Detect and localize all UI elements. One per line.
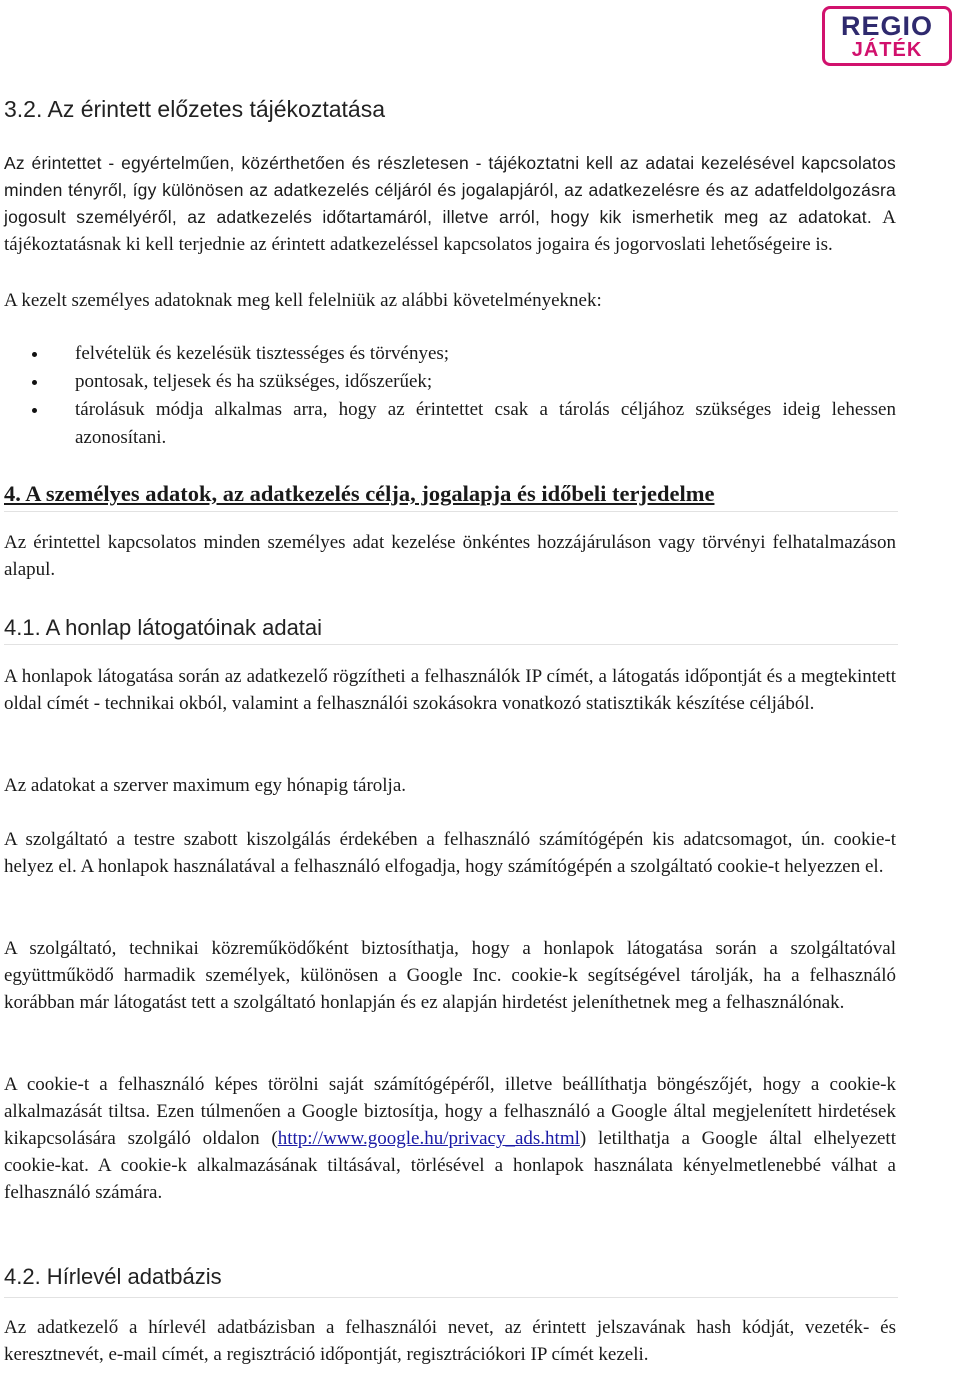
- list-item: felvételük és kezelésük tisztességes és törvényes;: [30, 340, 896, 368]
- google-privacy-ads-link[interactable]: http://www.google.hu/privacy_ads.html: [277, 1128, 580, 1149]
- section-3-2-title: 3.2. Az érintett előzetes tájékoztatása: [4, 96, 386, 122]
- list-item: pontosak, teljesek és ha szükséges, időszerűek;: [30, 368, 896, 396]
- logo-line1: REGIO: [840, 11, 933, 41]
- bullet-icon: [32, 380, 37, 385]
- section-3-2-paragraph-1-a: Az érintettet - egyértelműen, közérthetően és részletesen - tájékoztatni kell az adatai kezelésével kapcsolatos minden tényről, így különösen az adatkezelés céljáról és jogalapjáról, az adatkezelésre és az adatfeldolgozásra jogosult személyéről, az adatkezelés időtartamáról, illetve arról, hogy kik ismerhetik meg az adatokat.: [4, 153, 896, 227]
- divider: [4, 1297, 898, 1298]
- section-3-2-paragraph-2: A kezelt személyes adatoknak meg kell felelniük az alábbi követelményeknek:: [4, 290, 602, 311]
- section-4-1-paragraph-2: Az adatokat a szerver maximum egy hónapig tárolja.: [4, 775, 407, 796]
- list-item: tárolásuk módja alkalmas arra, hogy az érintettet csak a tárolás céljához szükséges ideig lehessen azonosítani.: [4, 396, 896, 452]
- regio-jatek-logo: [822, 6, 952, 66]
- section-4-1-paragraph-5: A cookie-t a felhasználó képes törölni saját számítógépéről, illetve beállíthatja böngészőjét, hogy a cookie-k alkalmazását tiltsa. Ezen túlmenően a Google biztosítja, hogy a felhasználó a Google által megjelenített hirdetések kikapcsolására szolgáló oldalon (http://www.google.hu/privacy_ads.html) letilthatja a Google által elhelyezett cookie-kat. A cookie-k alkalmazásának tiltásával, törlésével a honlapok használata kényelmetlenebbé válhat a felhasználó számára.: [4, 1074, 896, 1203]
- section-4-1-paragraph-3: A szolgáltató a testre szabott kiszolgálás érdekében a felhasználó számítógépén kis adatcsomagot, ún. cookie-t helyez el. A honlapok használatával a felhasználó elfogadja, hogy számítógépén a szolgáltató cookie-t helyezzen el.: [4, 829, 896, 877]
- divider: [4, 644, 898, 645]
- section-4-2-paragraph-1: Az adatkezelő a hírlevél adatbázisban a felhasználói nevet, az érintett jelszavának hash kódját, vezeték- és keresztnevét, e-mail címét, a regisztráció időpontját, regisztrációkori IP címét kezeli.: [4, 1317, 896, 1365]
- section-4-1-paragraph-1: A honlapok látogatása során az adatkezelő rögzítheti a felhasználók IP címét, a látogatás időpontját és a megtekintett oldal címét - technikai okból, valamint a felhasználói szokásokra vonatkozó statisztikák készítése céljából.: [4, 666, 896, 714]
- section-4-title: 4. A személyes adatok, az adatkezelés célja, jogalapja és időbeli terjedelme: [4, 481, 715, 506]
- bullet-icon: [32, 352, 37, 357]
- bullet-icon: [32, 408, 37, 413]
- section-4-2-title: 4.2. Hírlevél adatbázis: [4, 1264, 222, 1289]
- section-3-2-paragraph-1-b: A tájékoztatásnak ki kell terjednie az érintett adatkezeléssel kapcsolatos jogaira és jogorvoslati lehetőségeire is.: [4, 207, 896, 255]
- section-4-paragraph: Az érintettel kapcsolatos minden személyes adat kezelése önkéntes hozzájáruláson vagy törvényi felhatalmazáson alapul.: [4, 532, 896, 580]
- section-4-1-paragraph-4: A szolgáltató, technikai közreműködőként biztosíthatja, hogy a honlapok látogatása során a szolgáltatóval együttműködő harmadik személyek, különösen a Google Inc. cookie-k segítségével tárolják, ha a felhasználó korábban már látogatást tett a szolgáltató honlapján és ez alapján hirdetést jeleníthetnek meg a felhasználónak.: [4, 938, 896, 1013]
- requirements-list: [30, 340, 896, 452]
- section-4-1-title: 4.1. A honlap látogatóinak adatai: [4, 615, 323, 640]
- section-3-2-paragraph-1: [4, 150, 896, 258]
- divider: [4, 511, 898, 512]
- logo-line2: JÁTÉK: [851, 39, 923, 61]
